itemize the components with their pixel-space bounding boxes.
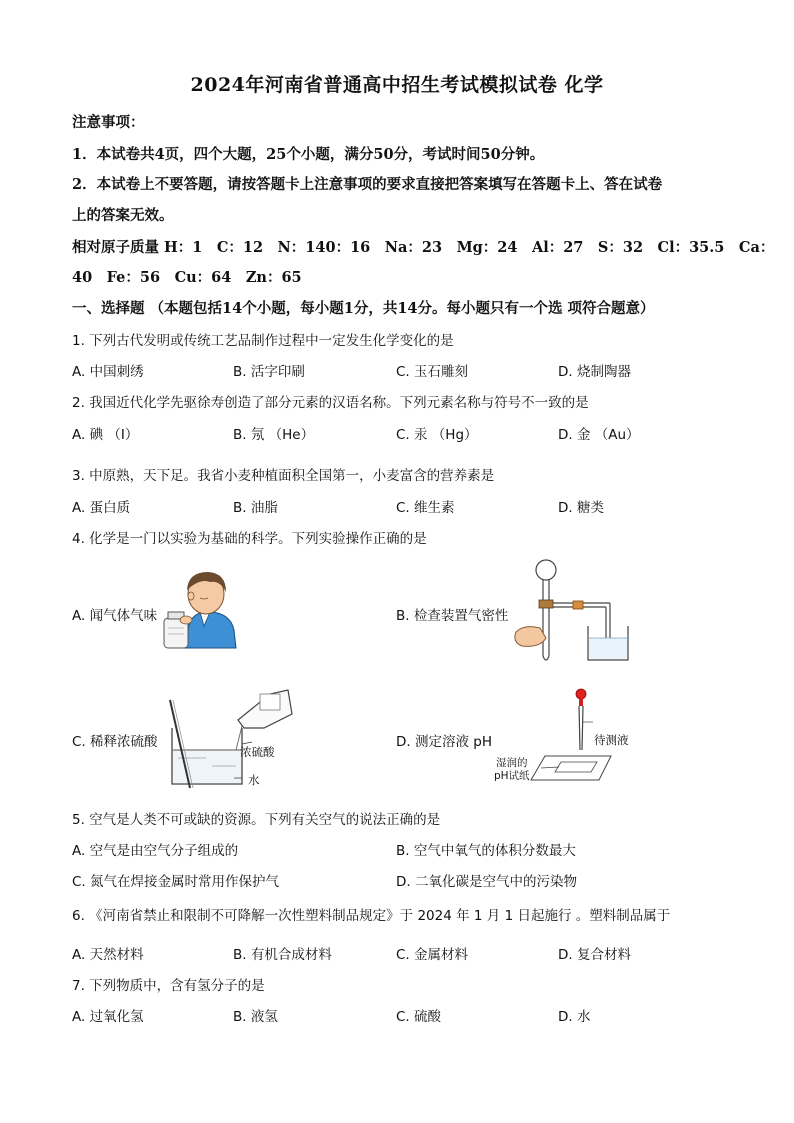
q5-option-c: C. 氮气在焊接金属时常用作保护气 xyxy=(72,874,280,890)
q4-option-c: C. 稀释浓硫酸 xyxy=(72,734,158,750)
q6-option-b: B. 有机合成材料 xyxy=(233,947,332,963)
question-7-stem: 7. 下列物质中，含有氢分子的是 xyxy=(72,978,265,994)
q4-option-d: D. 测定溶液 pH xyxy=(396,734,492,750)
q7-option-d: D. 水 xyxy=(558,1009,591,1025)
q6-option-d: D. 复合材料 xyxy=(558,947,631,963)
question-3-stem: 3. 中原熟，天下足。我省小麦种植面积全国第一，小麦富含的营养素是 xyxy=(72,468,495,484)
diluting-acid-illustration xyxy=(160,680,296,792)
q1-option-d: D. 烧制陶器 xyxy=(558,364,631,380)
q6-option-a: A. 天然材料 xyxy=(72,947,144,963)
section-heading: 一、选择题 （本题包括14个小题，每小题1分，共14分。每小题只有一个选 项符合题意） xyxy=(72,300,655,317)
q1-option-c: C. 玉石雕刻 xyxy=(396,364,469,380)
q4-option-a: A. 闻气体气味 xyxy=(72,608,158,624)
q7-option-b: B. 液氢 xyxy=(233,1009,278,1025)
q2-option-a: A. 碘 （I） xyxy=(72,427,139,443)
ph-paper-label-2: pH试纸 xyxy=(494,770,530,782)
question-6-stem: 6. 《河南省禁止和限制不可降解一次性塑料制品规定》于 2024 年 1 月 1 日起施行 。塑料制品属于 xyxy=(72,908,671,924)
q5-option-b: B. 空气中氧气的体积分数最大 xyxy=(396,843,576,859)
q2-option-d: D. 金 （Au） xyxy=(558,427,640,443)
q3-option-c: C. 维生素 xyxy=(396,500,455,516)
test-liquid-label: 待测液 xyxy=(594,733,629,747)
notes-item-2-cont: 上的答案无效。 xyxy=(72,207,174,224)
notes-item-2: 2．本试卷上不要答题，请按答题卡上注意事项的要求直接把答案填写在答题卡上、答在试卷 xyxy=(72,176,663,193)
question-5-stem: 5. 空气是人类不可或缺的资源。下列有关空气的说法正确的是 xyxy=(72,812,441,828)
atomic-mass-line1: 相对原子质量 H：1 C：12 N：140：16 Na：23 Mg：24 Al：27 S：32 Cl：35.5 Ca： xyxy=(72,239,775,256)
q7-option-a: A. 过氧化氢 xyxy=(72,1009,144,1025)
smelling-gas-illustration xyxy=(160,568,240,652)
q1-option-a: A. 中国刺绣 xyxy=(72,364,144,380)
notes-heading: 注意事项： xyxy=(72,114,145,131)
q3-option-d: D. 糖类 xyxy=(558,500,604,516)
q3-option-a: A. 蛋白质 xyxy=(72,500,131,516)
notes-item-1: 1．本试卷共4页，四个大题，25个小题，满分50分，考试时间50分钟。 xyxy=(72,146,545,163)
q4-option-b: B. 检查装置气密性 xyxy=(396,608,509,624)
q3-option-b: B. 油脂 xyxy=(233,500,278,516)
question-1-stem: 1. 下列古代发明或传统工艺品制作过程中一定发生化学变化的是 xyxy=(72,333,454,349)
q5-option-d: D. 二氧化碳是空气中的污染物 xyxy=(396,874,577,890)
question-4-stem: 4. 化学是一门以实验为基础的科学。下列实验操作正确的是 xyxy=(72,531,427,547)
ph-paper-label-1: 湿润的 xyxy=(496,757,528,769)
q7-option-c: C. 硫酸 xyxy=(396,1009,442,1025)
conc-acid-label: 浓硫酸 xyxy=(240,745,275,759)
airtightness-apparatus-illustration xyxy=(510,556,635,668)
q2-option-b: B. 氖 （He） xyxy=(233,427,315,443)
atomic-mass-line2: 40 Fe：56 Cu：64 Zn：65 xyxy=(72,269,302,286)
question-2-stem: 2. 我国近代化学先驱徐寿创造了部分元素的汉语名称。下列元素名称与符号不一致的是 xyxy=(72,395,589,411)
q5-option-a: A. 空气是由空气分子组成的 xyxy=(72,843,239,859)
q2-option-c: C. 汞 （Hg） xyxy=(396,427,478,443)
q1-option-b: B. 活字印刷 xyxy=(233,364,305,380)
page-title: 2024年河南省普通高中招生考试模拟试卷 化学 xyxy=(190,74,604,96)
q6-option-c: C. 金属材料 xyxy=(396,947,469,963)
water-label: 水 xyxy=(248,773,260,787)
